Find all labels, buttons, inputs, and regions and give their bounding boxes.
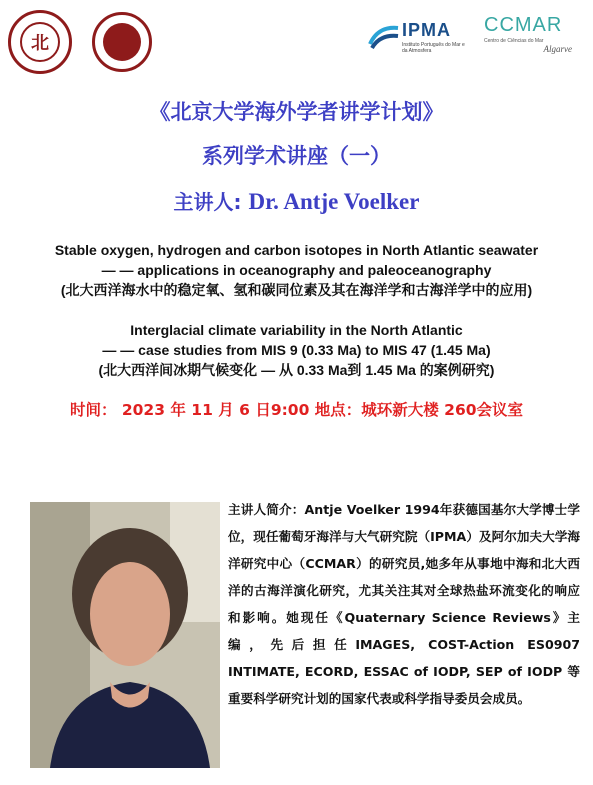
ccmar-region: Algarve [543, 44, 572, 54]
ipma-logo [368, 16, 466, 60]
ocean-college-emblem-icon [103, 23, 141, 61]
topic-2-subtitle: — — case studies from MIS 9 (0.33 Ma) to MIS 47 (1.45 Ma) [102, 342, 491, 358]
peking-university-logo [8, 10, 72, 74]
lecture-series-subtitle: 系列学术讲座（一） [202, 144, 391, 168]
topic-2-chinese: (北大西洋间冰期气候变化 — 从 0.33 Ma到 1.45 Ma 的案例研究) [98, 362, 495, 378]
ipma-subtitle: Instituto Português do Mar e da Atmosfera [402, 42, 465, 54]
ipma-wordmark: IPMA [402, 20, 451, 40]
topic-1-chinese: (北大西洋海水中的稳定氧、氢和碳同位素及其在海洋学和古海洋学中的应用) [60, 282, 533, 298]
speaker-biography: 主讲人简介：Antje Voelker 1994年获德国基尔大学博士学位，现任葡萄牙海洋与大气研究院（IPMA）及阿尔加夫大学海洋研究中心（CCMAR）的研究员,她多年从事地中海和北大西洋的古海洋演化研究，尤其关注其对全球热盐环流变化的响应和影响。她现任《Quaternary Science Reviews》主编，先后担任IMAGES, COST-Action ES0907 INTIMATE, ECORD, ESSAC of IODP, SEP of IODP 等重要科学研究计划的国家代表或科学指导委员会成员。 [228, 502, 580, 706]
speaker-prefix: 主讲人: [173, 190, 249, 214]
ccmar-subtitle: Centro de Ciências do Mar [484, 38, 544, 44]
series-title: 《北京大学海外学者讲学计划》 [149, 100, 444, 124]
speaker-name: Dr. Antje Voelker [248, 189, 420, 214]
ocean-college-logo [92, 12, 152, 72]
topic-2-title: Interglacial climate variability in the North Atlantic [130, 322, 463, 338]
topic-1-title: Stable oxygen, hydrogen and carbon isotopes in North Atlantic seawater [54, 242, 539, 258]
speaker-portrait-icon [30, 502, 220, 768]
speaker-photo [30, 502, 220, 768]
ccmar-wordmark: CCMAR [484, 14, 563, 36]
topic-1-subtitle: — — applications in oceanography and paleoceanography [101, 262, 492, 278]
ipma-wave-icon [368, 20, 400, 52]
peking-university-emblem-icon: 北 [20, 22, 60, 62]
lecture-topic-2 [0, 320, 593, 380]
event-time-location: 时间： 2023 年 11 月 6 日9:00 地点：城环新大楼 260会议室 [69, 401, 524, 419]
lecture-topic-1 [0, 240, 593, 300]
speaker-heading [0, 186, 593, 215]
ccmar-logo [480, 14, 580, 60]
